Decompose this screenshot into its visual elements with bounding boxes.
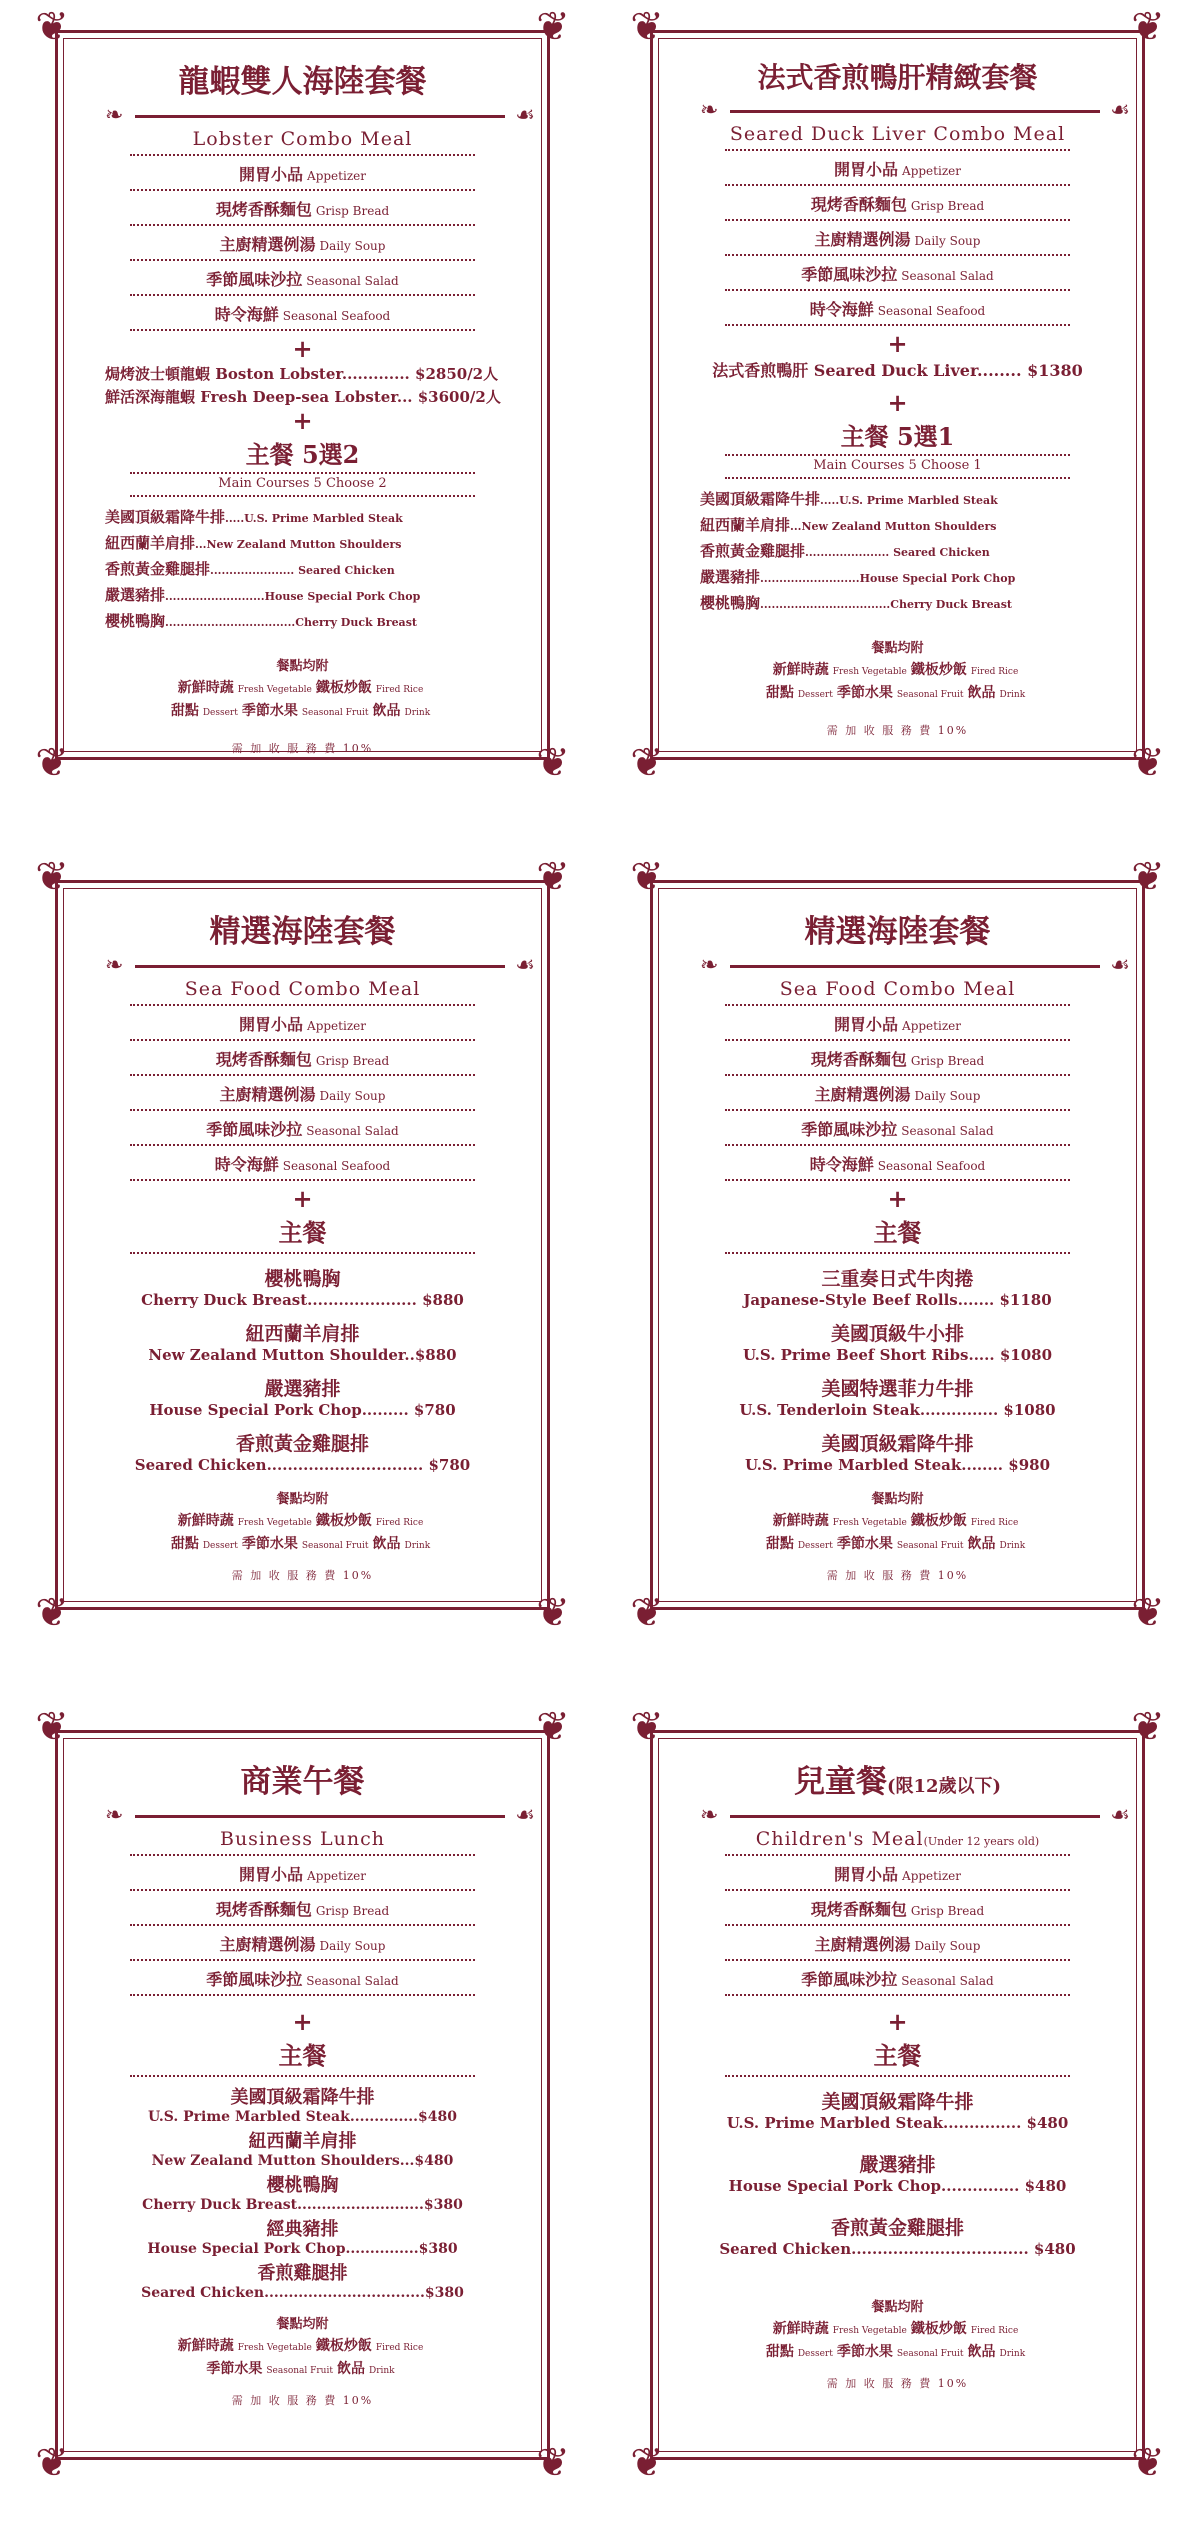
dotted-divider [130, 1144, 475, 1146]
ornament-divider [105, 103, 535, 129]
included-line: 新鮮時蔬 Fresh Vegetable 鐵板炒飯 Fired Rice [177, 1513, 424, 1529]
main-course-item: 紐西蘭羊肩排...New Zealand Mutton Shoulders [700, 516, 997, 534]
scroll-ornament-icon: ☙ [515, 103, 535, 128]
starter-item: 開胃小品 Appetizer [239, 165, 366, 184]
scroll-ornament-icon: ❧ [105, 1803, 124, 1828]
flourish-icon: ❦ [630, 740, 664, 786]
starter-item: 時令海鮮 Seasonal Seafood [214, 1155, 391, 1174]
starter-item: 時令海鮮 Seasonal Seafood [214, 305, 391, 324]
main-course-subheading: Main Courses 5 Choose 1 [813, 458, 982, 473]
flourish-icon: ❦ [35, 2440, 69, 2486]
main-course-heading: 主餐 5選2 [245, 440, 360, 469]
dotted-divider [725, 477, 1070, 479]
dotted-divider [725, 1994, 1070, 1996]
starter-item: 主廚精選例湯 Daily Soup [814, 1935, 981, 1954]
card-subtitle: Business Lunch [219, 1828, 386, 1850]
starter-item: 主廚精選例湯 Daily Soup [219, 1085, 386, 1104]
scroll-ornament-icon: ❧ [105, 953, 124, 978]
card-subtitle: Seared Duck Liver Combo Meal [729, 123, 1066, 145]
plus-sign: + [292, 1184, 313, 1213]
dotted-divider [725, 1889, 1070, 1891]
menu-card-childrens-meal [610, 1700, 1185, 2490]
flourish-icon: ❦ [35, 1704, 69, 1750]
main-course-item: 香煎黃金雞腿排...................... Seared Chicken [105, 560, 395, 578]
dotted-divider [725, 1039, 1070, 1041]
ornament-divider [105, 953, 535, 979]
main-course-item: 紐西蘭羊肩排...New Zealand Mutton Shoulders [105, 534, 402, 552]
card-subtitle: Children's Meal(Under 12 years old) [755, 1828, 1040, 1850]
flourish-icon: ❦ [536, 4, 570, 50]
dotted-divider [725, 1252, 1070, 1254]
menu-card-duck-liver [610, 0, 1185, 790]
menu-card-business-lunch [15, 1700, 590, 2490]
main-course-list [105, 505, 500, 635]
scroll-ornament-icon: ☙ [515, 1803, 535, 1828]
included-heading: 餐點均附 [871, 1492, 924, 1507]
main-course-entry: 香煎黃金雞腿排 Seared Chicken.................................. $480 [719, 2217, 1076, 2258]
duck-liver-option: 法式香煎鴨肝 Seared Duck Liver........ $1380 [712, 361, 1083, 380]
starter-item: 主廚精選例湯 Daily Soup [814, 230, 981, 249]
scroll-ornament-icon: ❧ [700, 953, 719, 978]
plus-sign: + [887, 1184, 908, 1213]
service-charge-note: 需 加 收 服 務 費 10% [826, 2377, 969, 2390]
main-course-heading: 主餐 [278, 1218, 327, 1247]
menu-card-seafood-b [610, 850, 1185, 1640]
starter-item: 開胃小品 Appetizer [239, 1865, 366, 1884]
dotted-divider [130, 472, 475, 474]
starter-item: 現烤香酥麵包 Grisp Bread [810, 195, 985, 214]
starter-item: 主廚精選例湯 Daily Soup [219, 235, 386, 254]
dotted-divider [725, 254, 1070, 256]
dotted-divider [130, 189, 475, 191]
lobster-option: 焗烤波士頓龍蝦 Boston Lobster............. $2850/2人 [105, 365, 499, 383]
dotted-divider [725, 1074, 1070, 1076]
plus-sign: + [292, 2007, 313, 2036]
main-course-entry: 香煎黃金雞腿排 Seared Chicken.............................. $780 [134, 1433, 471, 1474]
starter-item: 開胃小品 Appetizer [834, 1015, 961, 1034]
service-charge-note: 需 加 收 服 務 費 10% [231, 742, 374, 755]
flourish-icon: ❦ [630, 4, 664, 50]
included-line: 季節水果 Seasonal Fruit 飲品 Drink [206, 2361, 395, 2377]
included-line: 新鮮時蔬 Fresh Vegetable 鐵板炒飯 Fired Rice [772, 1513, 1019, 1529]
included-line: 甜點 Dessert 季節水果 Seasonal Fruit 飲品 Drink [765, 2344, 1026, 2360]
main-course-item: 嚴選豬排..........................House Special Pork Chop [700, 568, 1016, 586]
main-course-entry: 美國頂級牛小排 U.S. Prime Beef Short Ribs..... $1080 [742, 1323, 1053, 1364]
dotted-divider [130, 1004, 475, 1006]
starter-item: 季節風味沙拉 Seasonal Salad [801, 1120, 994, 1139]
main-course-item: 美國頂級霜降牛排.....U.S. Prime Marbled Steak [105, 508, 403, 526]
dotted-divider [725, 1004, 1070, 1006]
main-course-entry: 美國頂級霜降牛排 U.S. Prime Marbled Steak............... $480 [726, 2091, 1069, 2132]
scroll-ornament-icon: ☙ [1110, 98, 1130, 123]
main-course-entry: 嚴選豬排 House Special Pork Chop......... $780 [149, 1378, 456, 1419]
starter-item: 開胃小品 Appetizer [239, 1015, 366, 1034]
flourish-icon: ❦ [536, 1590, 570, 1636]
starter-item: 現烤香酥麵包 Grisp Bread [215, 1900, 390, 1919]
dotted-divider [130, 1109, 475, 1111]
scroll-ornament-icon: ☙ [1110, 1803, 1130, 1828]
main-course-entry: 嚴選豬排 House Special Pork Chop............... $480 [728, 2154, 1067, 2195]
service-charge-note: 需 加 收 服 務 費 10% [826, 724, 969, 737]
starter-item: 現烤香酥麵包 Grisp Bread [215, 1050, 390, 1069]
dotted-divider [130, 2075, 475, 2077]
main-course-entry: 美國特選菲力牛排 U.S. Tenderloin Steak............... $1080 [739, 1378, 1056, 1419]
dotted-divider [130, 259, 475, 261]
dotted-divider [130, 1854, 475, 1856]
included-line: 甜點 Dessert 季節水果 Seasonal Fruit 飲品 Drink [765, 685, 1026, 701]
main-course-item: 櫻桃鴨胸..................................Cherry Duck Breast [700, 594, 1012, 612]
main-course-entry: 經典豬排 House Special Pork Chop...............$380 [147, 2219, 458, 2257]
included-line: 新鮮時蔬 Fresh Vegetable 鐵板炒飯 Fired Rice [177, 680, 424, 696]
dotted-divider [725, 2075, 1070, 2077]
dotted-divider [130, 1039, 475, 1041]
main-course-item: 櫻桃鴨胸..................................Cherry Duck Breast [105, 612, 417, 630]
menu-card-lobster [15, 0, 590, 790]
flourish-icon: ❦ [630, 1590, 664, 1636]
included-heading: 餐點均附 [276, 659, 329, 674]
card-title: 精選海陸套餐 [804, 914, 991, 950]
included-line: 新鮮時蔬 Fresh Vegetable 鐵板炒飯 Fired Rice [177, 2338, 424, 2354]
ornament-divider [700, 1803, 1130, 1829]
dotted-divider [725, 1109, 1070, 1111]
ornament-divider [700, 98, 1130, 124]
starter-item: 現烤香酥麵包 Grisp Bread [215, 200, 390, 219]
flourish-icon: ❦ [630, 1704, 664, 1750]
included-heading: 餐點均附 [276, 1492, 329, 1507]
scroll-ornament-icon: ❧ [105, 103, 124, 128]
main-course-item: 香煎黃金雞腿排...................... Seared Chicken [700, 542, 990, 560]
card-title: 法式香煎鴨肝精緻套餐 [757, 61, 1038, 94]
starter-item: 時令海鮮 Seasonal Seafood [809, 1155, 986, 1174]
main-course-subheading: Main Courses 5 Choose 2 [218, 476, 387, 491]
dotted-divider [130, 1179, 475, 1181]
card-title: 商業午餐 [240, 1764, 365, 1800]
main-course-heading: 主餐 [873, 1218, 922, 1247]
dotted-divider [130, 1889, 475, 1891]
dotted-divider [725, 454, 1070, 456]
flourish-icon: ❦ [1131, 4, 1165, 50]
included-heading: 餐點均附 [276, 2317, 329, 2332]
starter-item: 季節風味沙拉 Seasonal Salad [801, 265, 994, 284]
dotted-divider [130, 154, 475, 156]
main-course-entry: 三重奏日式牛肉捲 Japanese-Style Beef Rolls....... $1180 [743, 1268, 1052, 1309]
dotted-divider [130, 1252, 475, 1254]
dotted-divider [725, 219, 1070, 221]
dotted-divider [725, 324, 1070, 326]
dotted-divider [130, 1924, 475, 1926]
flourish-icon: ❦ [536, 1704, 570, 1750]
dotted-divider [725, 1924, 1070, 1926]
dotted-divider [130, 294, 475, 296]
flourish-icon: ❦ [630, 2440, 664, 2486]
dotted-divider [130, 1074, 475, 1076]
starter-item: 主廚精選例湯 Daily Soup [219, 1935, 386, 1954]
starter-item: 季節風味沙拉 Seasonal Salad [206, 1970, 399, 1989]
starter-item: 開胃小品 Appetizer [834, 1865, 961, 1884]
dotted-divider [130, 1994, 475, 1996]
included-line: 甜點 Dessert 季節水果 Seasonal Fruit 飲品 Drink [170, 703, 431, 719]
included-heading: 餐點均附 [871, 2300, 924, 2315]
plus-sign: + [292, 406, 313, 435]
included-line: 甜點 Dessert 季節水果 Seasonal Fruit 飲品 Drink [765, 1536, 1026, 1552]
flourish-icon: ❦ [1131, 1704, 1165, 1750]
starter-item: 時令海鮮 Seasonal Seafood [809, 300, 986, 319]
main-course-entry: 櫻桃鴨胸 Cherry Duck Breast..................... $880 [141, 1268, 464, 1309]
main-course-list [700, 487, 1095, 617]
flourish-icon: ❦ [536, 740, 570, 786]
lobster-option: 鮮活深海龍蝦 Fresh Deep-sea Lobster... $3600/2人 [105, 388, 501, 406]
starter-item: 季節風味沙拉 Seasonal Salad [206, 1120, 399, 1139]
included-line: 新鮮時蔬 Fresh Vegetable 鐵板炒飯 Fired Rice [772, 2321, 1019, 2337]
dotted-divider [725, 1854, 1070, 1856]
main-course-heading: 主餐 [278, 2041, 327, 2070]
plus-sign: + [887, 329, 908, 358]
dotted-divider [725, 289, 1070, 291]
service-charge-note: 需 加 收 服 務 費 10% [231, 1569, 374, 1582]
card-title: 龍蝦雙人海陸套餐 [178, 64, 427, 100]
card-title: 精選海陸套餐 [209, 914, 396, 950]
flourish-icon: ❦ [1131, 1590, 1165, 1636]
flourish-icon: ❦ [35, 740, 69, 786]
starter-item: 開胃小品 Appetizer [834, 160, 961, 179]
ornament-divider [700, 953, 1130, 979]
starter-item: 季節風味沙拉 Seasonal Salad [206, 270, 399, 289]
flourish-icon: ❦ [35, 854, 69, 900]
main-course-heading: 主餐 5選1 [840, 422, 955, 451]
scroll-ornament-icon: ❧ [700, 98, 719, 123]
scroll-ornament-icon: ☙ [1110, 953, 1130, 978]
plus-sign: + [292, 334, 313, 363]
main-course-entry: 紐西蘭羊肩排 New Zealand Mutton Shoulder..$880 [148, 1323, 457, 1364]
scroll-ornament-icon: ❧ [700, 1803, 719, 1828]
main-course-heading: 主餐 [873, 2041, 922, 2070]
subtitle-note: (Under 12 years old) [923, 1835, 1040, 1848]
main-course-entry: 美國頂級霜降牛排 U.S. Prime Marbled Steak........ $980 [744, 1433, 1051, 1474]
flourish-icon: ❦ [1131, 854, 1165, 900]
starter-item: 季節風味沙拉 Seasonal Salad [801, 1970, 994, 1989]
card-title: 兒童餐(限12歲以下) [793, 1764, 1002, 1800]
flourish-icon: ❦ [630, 854, 664, 900]
dotted-divider [725, 149, 1070, 151]
flourish-icon: ❦ [1131, 2440, 1165, 2486]
plus-sign: + [887, 388, 908, 417]
included-line: 甜點 Dessert 季節水果 Seasonal Fruit 飲品 Drink [170, 1536, 431, 1552]
plus-sign: + [887, 2007, 908, 2036]
flourish-icon: ❦ [536, 854, 570, 900]
included-line: 新鮮時蔬 Fresh Vegetable 鐵板炒飯 Fired Rice [772, 662, 1019, 678]
dotted-divider [725, 1144, 1070, 1146]
ornament-divider [105, 1803, 535, 1829]
starter-item: 現烤香酥麵包 Grisp Bread [810, 1050, 985, 1069]
card-subtitle: Sea Food Combo Meal [779, 978, 1016, 1000]
card-subtitle: Sea Food Combo Meal [184, 978, 421, 1000]
dotted-divider [725, 184, 1070, 186]
flourish-icon: ❦ [35, 1590, 69, 1636]
main-course-item: 美國頂級霜降牛排.....U.S. Prime Marbled Steak [700, 490, 998, 508]
menu-card-seafood-a [15, 850, 590, 1640]
dotted-divider [725, 1959, 1070, 1961]
main-course-item: 嚴選豬排..........................House Special Pork Chop [105, 586, 421, 604]
included-heading: 餐點均附 [871, 641, 924, 656]
main-course-entry: 紐西蘭羊肩排 New Zealand Mutton Shoulders...$480 [151, 2131, 454, 2169]
main-course-entry: 櫻桃鴨胸 Cherry Duck Breast..........................$380 [142, 2175, 463, 2213]
starter-item: 現烤香酥麵包 Grisp Bread [810, 1900, 985, 1919]
service-charge-note: 需 加 收 服 務 費 10% [826, 1569, 969, 1582]
dotted-divider [130, 329, 475, 331]
flourish-icon: ❦ [1131, 740, 1165, 786]
dotted-divider [130, 495, 475, 497]
dotted-divider [725, 1179, 1070, 1181]
main-course-entry: 香煎雞腿排 Seared Chicken.................................$380 [141, 2263, 464, 2301]
dotted-divider [130, 1959, 475, 1961]
flourish-icon: ❦ [35, 4, 69, 50]
main-course-entry: 美國頂級霜降牛排 U.S. Prime Marbled Steak..............$480 [147, 2087, 458, 2125]
dotted-divider [130, 224, 475, 226]
title-note: (限12歲以下) [886, 1776, 1002, 1797]
flourish-icon: ❦ [536, 2440, 570, 2486]
card-subtitle: Lobster Combo Meal [192, 128, 413, 150]
service-charge-note: 需 加 收 服 務 費 10% [231, 2394, 374, 2407]
scroll-ornament-icon: ☙ [515, 953, 535, 978]
starter-item: 主廚精選例湯 Daily Soup [814, 1085, 981, 1104]
